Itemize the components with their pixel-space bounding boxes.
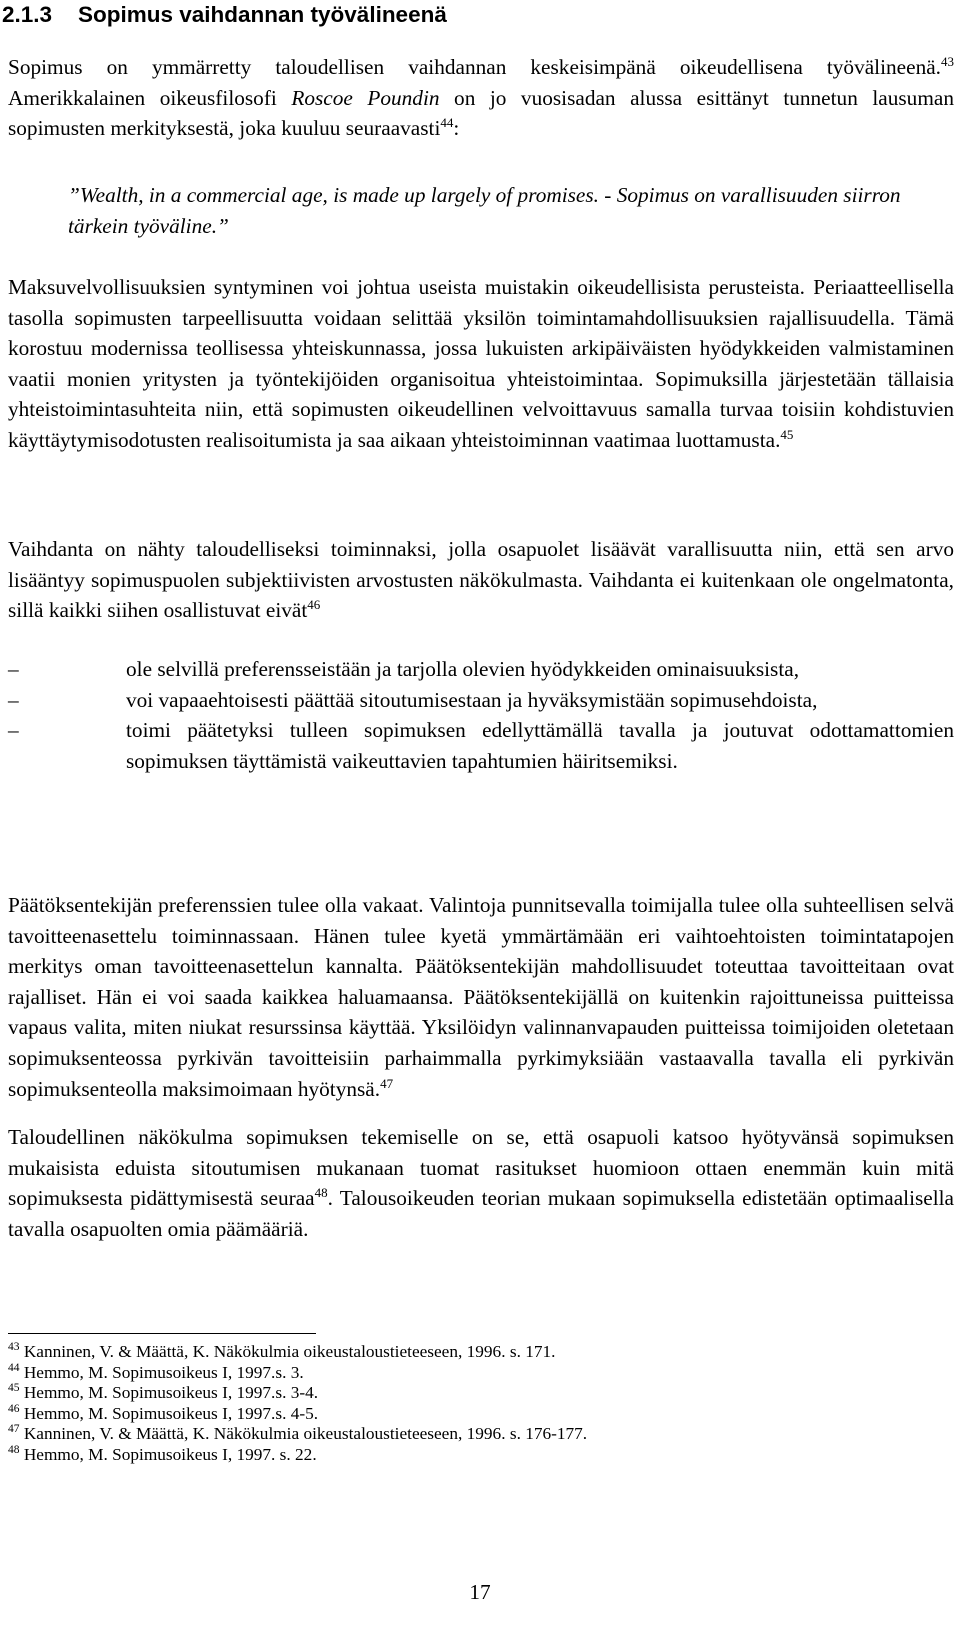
paragraph-4 bbox=[8, 890, 954, 1104]
footnote-text: Hemmo, M. Sopimusoikeus I, 1997. s. 22. bbox=[19, 1444, 317, 1464]
footnote-text: Kanninen, V. & Määttä, K. Näkökulmia oikeustaloustieteeseen, 1996. s. 171. bbox=[19, 1342, 556, 1361]
paragraph-2-text: Maksuvelvollisuuksien syntyminen voi johtua useista muistakin oikeudellisista perusteista. Periaatteellisella tasolla sopimusten tarpeellisuutta voidaan selittää yksilön toimintamahdollisuuksien rajallisuudella. Tämä korostuu modernissa teollisessa yhteiskunnassa, jossa lukuisten arkipäiväisten hyödykkeiden valmistaminen vaatii monien yritysten ja työntekijöiden organisoitua yhteistoimintaa. Sopimuksilla järjestetään tällaisia yhteistoimintasuhteita niin, että sopimusten oikeudellinen velvoittavuus samalla turvaa toisiin kohdistuvien käyttäytymisodotusten realisoitumista ja saa aikaan yhteistoiminnan vaatimaa luottamusta. bbox=[8, 275, 954, 452]
footnote-ref-46[interactable]: 46 bbox=[307, 597, 321, 613]
footnotes bbox=[8, 1342, 587, 1466]
paragraph-1-text-d: : bbox=[453, 116, 460, 141]
paragraph-2 bbox=[8, 272, 954, 456]
footnote-text: Kanninen, V. & Määttä, K. Näkökulmia oikeustaloustieteeseen, 1996. s. 176-177. bbox=[19, 1424, 588, 1444]
footnote bbox=[8, 1342, 587, 1363]
page-number: 17 bbox=[469, 1580, 491, 1604]
paragraph-3 bbox=[8, 534, 954, 626]
footnote-text: Hemmo, M. Sopimusoikeus I, 1997.s. 3-4. bbox=[19, 1383, 319, 1403]
footnote-number: 44 bbox=[8, 1361, 20, 1374]
footnote-ref-44[interactable]: 44 bbox=[440, 115, 454, 131]
footnote-number: 47 bbox=[8, 1423, 20, 1436]
dash-list bbox=[8, 654, 954, 776]
paragraph-5 bbox=[8, 1122, 954, 1244]
footnote-ref-47[interactable]: 47 bbox=[380, 1075, 394, 1091]
footnote-number: 43 bbox=[8, 1341, 20, 1354]
paragraph-1-text-b: Amerikkalainen oikeusfilosofi bbox=[8, 85, 292, 110]
section-heading bbox=[2, 2, 447, 28]
footnote-text: Hemmo, M. Sopimusoikeus I, 1997.s. 4-5. bbox=[19, 1403, 319, 1423]
paragraph-5-text-b: . Talousoikeuden teorian mukaan sopimuksella edistetään optimaalisella tavalla osapuolten omia päämääriä. bbox=[8, 1186, 955, 1241]
dash-bullet: – bbox=[8, 687, 19, 712]
list-item bbox=[8, 715, 954, 776]
list-item-text: toimi päätetyksi tulleen sopimuksen edellyttämällä tavalla ja joutuvat odottamattomien sopimuksen täyttämistä vaikeuttavien tapahtumien häiritsemiksi. bbox=[126, 718, 954, 773]
list-item bbox=[8, 685, 954, 716]
footnote-text: Hemmo, M. Sopimusoikeus I, 1997.s. 3. bbox=[19, 1362, 304, 1382]
person-name: Roscoe Poundin bbox=[291, 85, 440, 110]
dash-bullet: – bbox=[8, 718, 19, 743]
footnote-divider bbox=[8, 1333, 316, 1334]
footnote-number: 46 bbox=[8, 1403, 20, 1416]
section-number: 2.1.3 bbox=[2, 2, 53, 27]
footnote-ref-43[interactable]: 43 bbox=[941, 53, 954, 69]
paragraph-1 bbox=[8, 52, 954, 144]
paragraph-1-text-c: on jo vuosisadan alussa esittänyt tunnetun lausuman sopimusten merkityksestä, joka kuuluu seuraavasti bbox=[8, 85, 954, 141]
footnote-ref-45[interactable]: 45 bbox=[780, 426, 794, 442]
footnote bbox=[8, 1383, 587, 1404]
footnote bbox=[8, 1424, 587, 1445]
section-title: Sopimus vaihdannan työvälineenä bbox=[78, 2, 447, 27]
block-quote: ”Wealth, in a commercial age, is made up largely of promises. - Sopimus on varallisuuden siirron tärkein työväline.” bbox=[68, 183, 901, 238]
list-item-text: ole selvillä preferensseistään ja tarjolla olevien hyödykkeiden ominaisuuksista, bbox=[126, 657, 800, 681]
list-item bbox=[8, 654, 954, 685]
dash-bullet: – bbox=[8, 657, 19, 681]
footnote bbox=[8, 1445, 587, 1466]
footnote-ref-48[interactable]: 48 bbox=[314, 1185, 328, 1201]
list-item-text: voi vapaaehtoisesti päättää sitoutumisestaan ja hyväksymistään sopimusehdoista, bbox=[126, 687, 818, 712]
footnote-number: 45 bbox=[8, 1382, 20, 1395]
footnote bbox=[8, 1363, 587, 1384]
paragraph-4-text: Päätöksentekijän preferenssien tulee olla vakaat. Valintoja punnitsevalla toimijalla tulee olla suhteellisen selvä tavoitteenasettelu toiminnassaan. Hänen tulee kyetä ymmärtämään eri vaihtoehtoisten toimintatapojen merkitys oman tavoitteenasettelun kannalta. Päätöksentekijän mahdollisuudet toteuttaa tavoitteitaan ovat rajalliset. Hän ei voi saada kaikkea haluamaansa. Päätöksentekijällä on kuitenkin rajoittuneissa puitteissa vapaus valita, miten niukat resurssinsa käyttää. Yksilöidyn valinnanvapauden puitteissa toimijoiden oletetaan sopimuksenteossa pyrkivän tavoitteisiin parhaimmalla pyrkimyksiään vastaavalla tavalla eli pyrkivän sopimuksenteolla maksimoimaan hyötynsä. bbox=[8, 893, 954, 1101]
footnote bbox=[8, 1404, 587, 1425]
paragraph-3-text: Vaihdanta on nähty taloudelliseksi toiminnaksi, jolla osapuolet lisäävät varallisuutta niin, että sen arvo lisääntyy sopimuspuolen subjektiivisten arvostusten näkökulmasta. Vaihdanta ei kuitenkaan ole ongelmatonta, sillä kaikki siihen osallistuvat eivät bbox=[8, 537, 954, 623]
footnote-number: 48 bbox=[8, 1444, 20, 1457]
paragraph-1-text-a: Sopimus on ymmärretty taloudellisen vaihdannan keskeisimpänä oikeudellisena työvälineenä. bbox=[8, 55, 941, 79]
paragraph-5-text-a: Taloudellinen näkökulma sopimuksen tekemiselle on se, että osapuoli katsoo hyötyvänsä sopimuksen mukaisista eduista sitoutumisen mukanaan tuomat rasitukset huomioon ottaen enemmän kuin mitä sopimuksesta pidättymisestä seuraa bbox=[8, 1125, 954, 1211]
